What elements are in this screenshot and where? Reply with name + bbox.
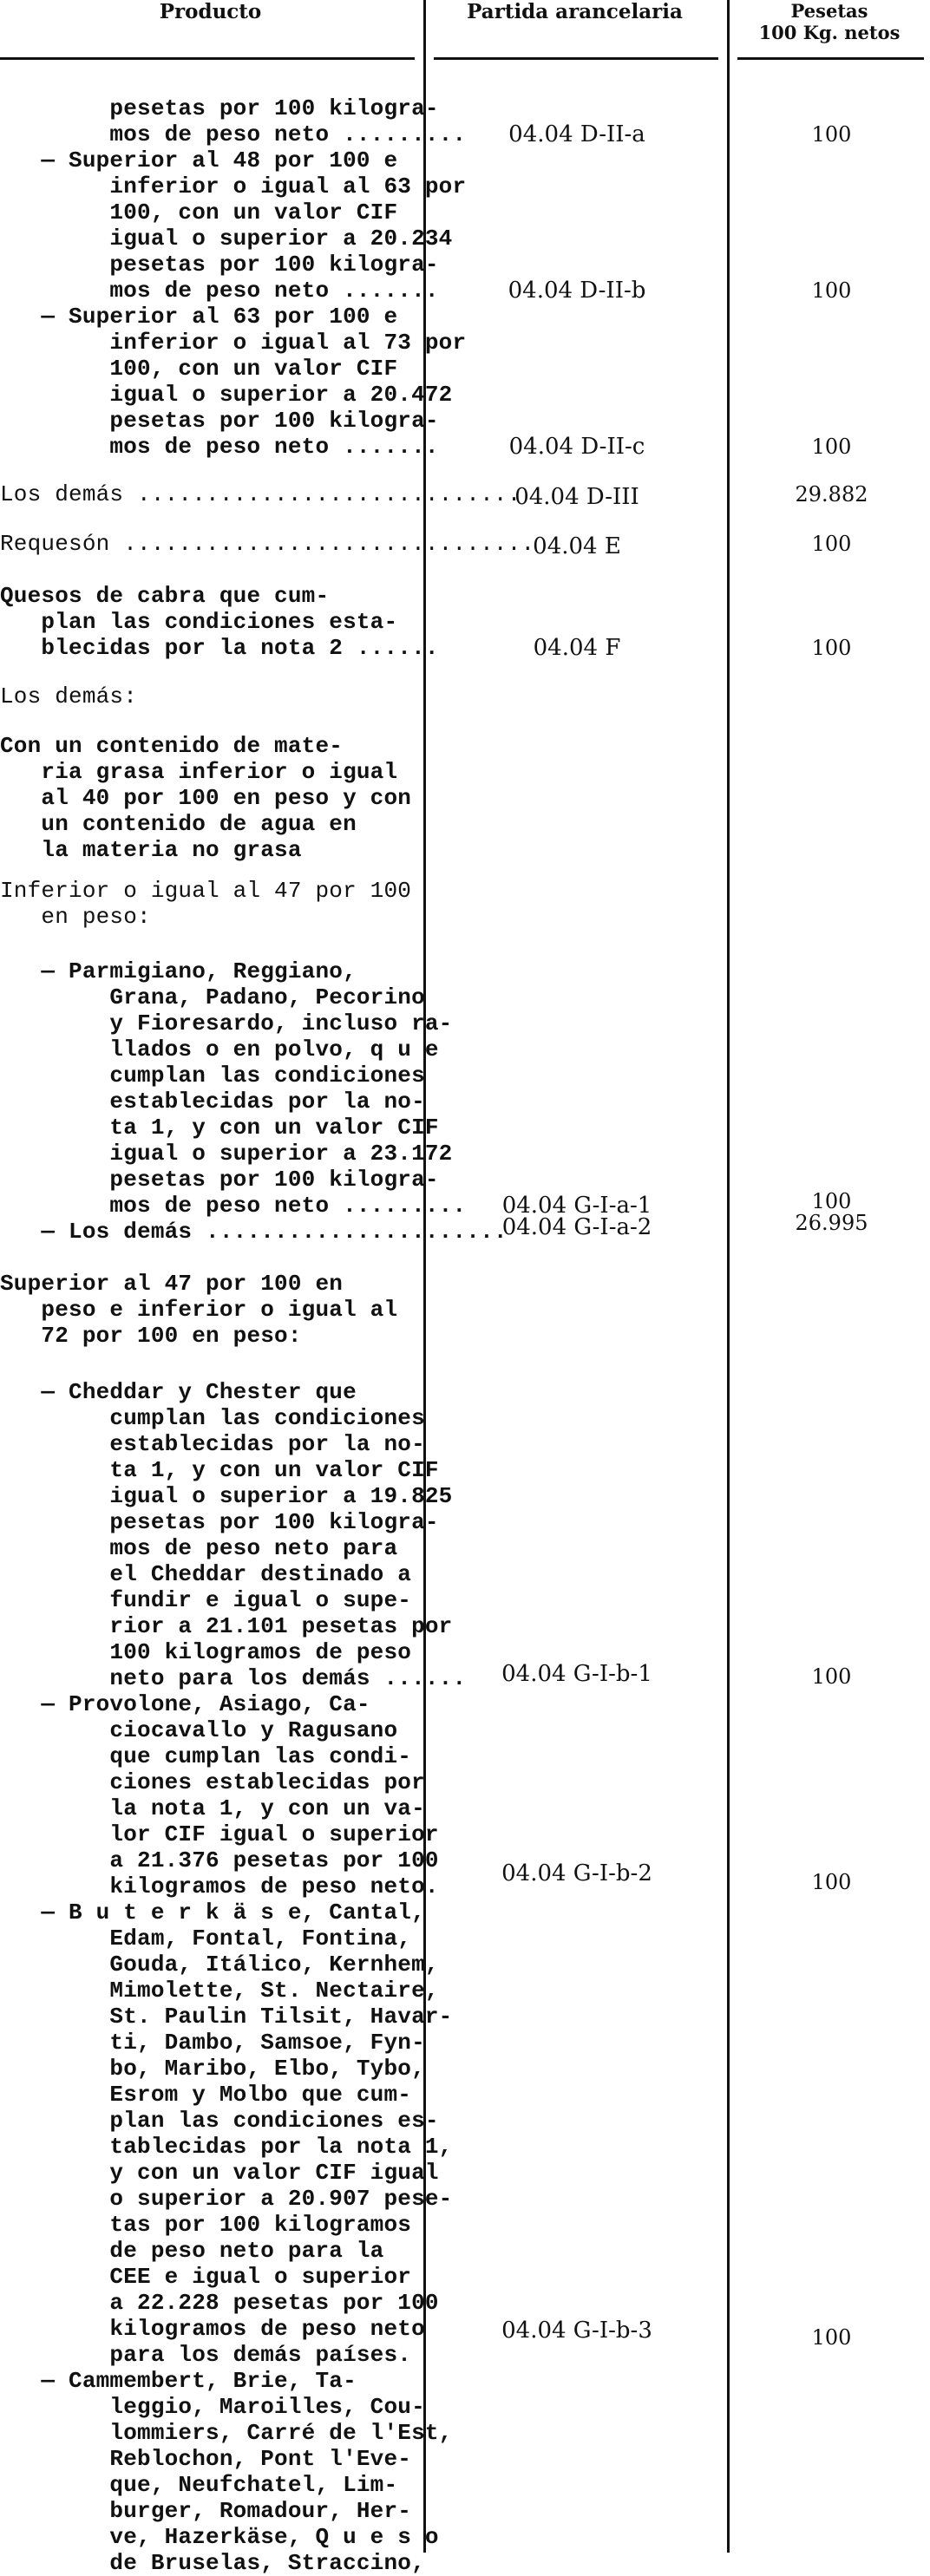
product-entry: Requesón .............................. bbox=[0, 531, 535, 557]
product-entry: pesetas por 100 kilogra- mos de peso neto ......... — Superior al 48 por 100 e inferior o igual al 63 por 100, con un valor CIF igual o superior a 20.234 pesetas por 100 kilogra- mos de peso neto ....... — Superior al 63 por 100 e inferior o igual al 73 por 100, con un valor CIF igual o superior a 20.472 pesetas por 100 kilogra- mos de peso neto ....... bbox=[41, 95, 467, 460]
column-header-pesetas bbox=[729, 0, 930, 43]
tariff-code: 04.04 D-II-c bbox=[508, 434, 645, 460]
product-entry: — Cheddar y Chester que cumplan las condiciones establecidas por la no- ta 1, y con un valor CIF igual o superior a 19.825 pesetas por 100 kilogra- mos de peso neto para el Cheddar destinado a fundir e igual o supe- rior a 21.101 pesetas por 100 kilogramos de peso neto para los demás ...... — Provolone, Asiago, Ca- ciocavallo y Ragusano que cumplan las condi- ciones establecidas por la nota 1, y con un va- lor CIF igual o superior a 21.376 pesetas por 100 kilogramos de peso neto. — B u t e r k ä s e, Cantal, Edam, Fontal, Fontina, Gouda, Itálico, Kernhem, Mimolette, St. Nectaire, St. Paulin Tilsit, Havar- ti, Dambo, Samsoe, Fyn- bo, Maribo, Elbo, Tybo, Esrom y Molbo que cum- plan las condiciones es- tablecidas por la nota 1, y con un valor CIF igual o superior a 20.907 pese- tas por 100 kilogramos de peso neto para la CEE e igual o superior a 22.228 pesetas por 100 kilogramos de peso neto para los demás países. — Cammembert, Brie, Ta- leggio, Maroilles, Cou- lommiers, Carré de l'Est, Reblochon, Pont l'Eve- que, Neufchatel, Lim- burger, Romadour, Her- ve, Hazerkäse, Q u e s o de Bruselas, Straccino, bbox=[41, 1379, 467, 2576]
tariff-code: 04.04 D-III bbox=[514, 484, 639, 510]
tariff-code: 04.04 D-II-a bbox=[508, 121, 645, 147]
pesetas-value: 100 bbox=[811, 122, 852, 147]
pesetas-value: 100 bbox=[811, 2325, 852, 2350]
pesetas-value: 100 bbox=[811, 1189, 852, 1213]
product-entry: — Parmigiano, Reggiano, Grana, Padano, Pecorino y Fioresardo, incluso ra- llados o en polvo, q u e cumplan las condiciones establecidas por la no- ta 1, y con un valor CIF igual o superior a 23.172 pesetas por 100 kilogra- mos de peso neto ......... — Los demás ...................... bbox=[41, 958, 508, 1245]
tariff-code: 04.04 D-II-b bbox=[508, 278, 646, 304]
pesetas-value: 100 bbox=[811, 278, 852, 303]
section-heading: Inferior o igual al 47 por 100 en peso: bbox=[0, 878, 412, 930]
pesetas-value: 100 bbox=[811, 1664, 852, 1689]
tariff-code: 04.04 G-I-b-3 bbox=[501, 2318, 652, 2344]
pesetas-header-line2: 100 Kg. netos bbox=[758, 22, 901, 43]
tariff-code: 04.04 G-I-a-1 bbox=[501, 1193, 652, 1219]
section-heading: Superior al 47 por 100 en peso e inferior o igual al 72 por 100 en peso: bbox=[0, 1271, 398, 1349]
section-heading: Los demás: bbox=[0, 683, 138, 709]
column-header-producto: Producto bbox=[159, 0, 262, 23]
pesetas-value: 100 bbox=[811, 435, 852, 459]
tariff-code: 04.04 E bbox=[533, 533, 621, 559]
tariff-code: 04.04 F bbox=[533, 635, 621, 661]
pesetas-value: 100 bbox=[811, 636, 852, 660]
header-rule-producto bbox=[0, 57, 415, 60]
pesetas-value: 100 bbox=[811, 532, 852, 556]
column-header-partida: Partida arancelaria bbox=[467, 0, 683, 23]
tariff-code: 04.04 G-I-b-1 bbox=[501, 1661, 652, 1687]
tariff-code: 04.04 G-I-b-2 bbox=[501, 1860, 652, 1886]
pesetas-value: 100 bbox=[811, 1870, 852, 1894]
header-rule-partida bbox=[434, 57, 718, 60]
section-heading: Con un contenido de mate- ria grasa inferior o igual al 40 por 100 en peso y con un contenido de agua en la materia no grasa bbox=[0, 733, 412, 863]
product-entry: Los demás ............................ bbox=[0, 481, 521, 507]
header-rule-pesetas bbox=[737, 57, 924, 60]
product-entry: Quesos de cabra que cum- plan las condiciones esta- blecidas por la nota 2 ...... bbox=[0, 583, 439, 661]
pesetas-value: 29.882 bbox=[795, 482, 868, 507]
column-divider-right bbox=[727, 0, 730, 2553]
pesetas-header-line1: Pesetas bbox=[790, 0, 868, 22]
tariff-code: 04.04 G-I-a-2 bbox=[501, 1214, 652, 1240]
pesetas-value: 26.995 bbox=[795, 1211, 868, 1235]
